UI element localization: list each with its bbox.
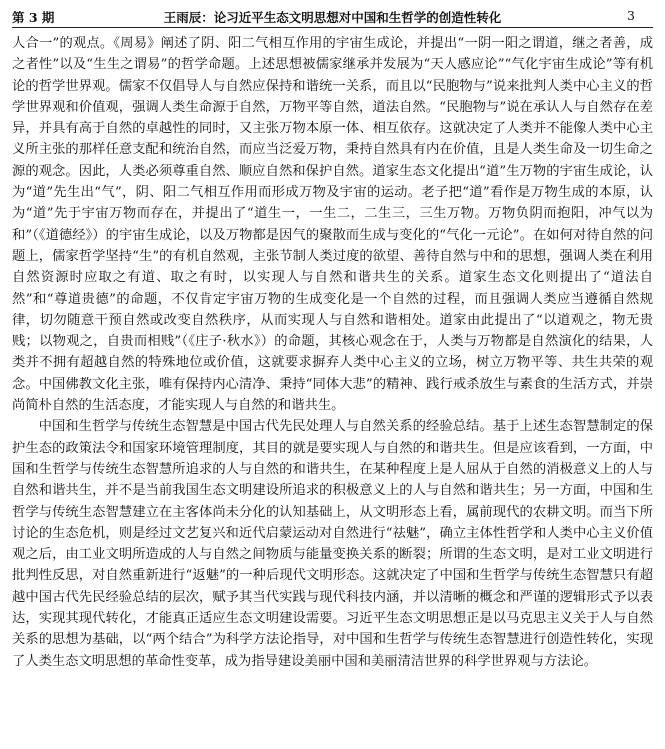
- article-body: [12, 33, 653, 672]
- paragraph: 中国和生哲学与传统生态智慧是中国古代先民处理人与自然关系的经验总结。基于上述生态智慧制定的保护生态的政策法令和国家环境管理制度，其目的就是要实现人与自然的和谐共生。但是应该看到，一方面，中国和生哲学与传统生态智慧所追求的人与自然的和谐共生，在某种程度上是人屈从于自然的消极意义上的人与自然和谐共生，并不是当前我国生态文明建设所追求的积极意义上的人与自然和谐共生；另一方面，中国和生哲学与传统生态智慧建立在主客体尚未分化的认知基础上，从文明形态上看，属前现代的农耕文明。而当下所讨论的生态危机，则是经过文艺复兴和近代启蒙运动对自然进行“祛魅”，确立主体性哲学和人类中心主义价值观之后，由工业文明所造成的人与自然之间物质与能量变换关系的断裂；所谓的生态文明，是对工业文明进行批判性反思，对自然重新进行“返魅”的一种后现代文明形态。这就决定了中国和生哲学与传统生态智慧只有超越中国古代先民经验总结的层次，赋予其当代实践与现代科技内涵，并以清晰的概念和严谨的逻辑形式予以表达，实现其现代转化，才能真正适应生态文明建设需要。习近平生态文明思想正是以马克思主义关于人与自然关系的思想为基础，以“两个结合”为科学方法论指导，对中国和生哲学与传统生态智慧进行创造性转化，实现了人类生态文明思想的革命性变革，成为指导建设美丽中国和美丽清洁世界的科学世界观与方法论。: [12, 419, 653, 669]
- running-header: [12, 6, 653, 28]
- header-rule: [12, 27, 653, 28]
- running-title: 王雨辰：论习近平生态文明思想对中国和生哲学的创造性转化: [163, 10, 502, 25]
- page-number: 3: [627, 8, 635, 23]
- issue-label: 第 3 期: [12, 10, 55, 25]
- paragraph-continued: 人合一”的观点。《周易》阐述了阴、阳二气相互作用的宇宙生成论，并提出“一阴一阳之谓道，继之者善，成之者性”以及“生生之谓易”的哲学命题。上述思想被儒家继承并发展为“天人感应论”“气化宇宙生成论”等有机论的哲学世界观。儒家不仅倡导人与自然应保持和谐统一关系，而且以“民胞物与”说来批判人类中心主义的哲学世界观和价值观，强调人类生命源于自然，万物平等自然，道法自然。“民胞物与”说在承认人与自然存在差异，并具有高于自然的卓越性的同时，又主张万物本原一体、相互依存。这就决定了人类并不能像人类中心主义所主张的那样任意支配和统治自然，而应当泛爱万物，秉持自然具有内在价值，且是人类生命及一切生命之源的观念。因此，人类必须尊重自然、顺应自然和保护自然。道家生态文化提出“道”生万物的宇宙生成论，认为“道”先生出“气”，阴、阳二气相互作用而形成万物及宇宙的运动。老子把“道”看作是万物生成的本原，认为“道”先于宇宙万物而存在，并提出了“道生一，一生二，二生三，三生万物。万物负阴而抱阳，冲气以为和”（《道德经》）的宇宙生成论，以及万物都是因气的聚散而生成与变化的“气化一元论”。在如何对待自然的问题上，儒家哲学坚持“生”的有机自然观，主张节制人类过度的欲望、善待自然与中和的思想，强调人类在利用自然资源时应取之有道、取之有时，以实现人与自然和谐共生的关系。道家生态文化则提出了“道法自然”和“尊道贵德”的命题，不仅肯定宇宙万物的生成变化是一个自然的过程，而且强调人类应当遵循自然规律，切勿随意干预自然或改变自然秩序，从而实现人与自然和谐相处。道家由此提出了“以道观之，物无贵贱；以物观之，自贵而相贱”（《庄子·秋水》）的命题，其核心观念在于，人类与万物都是自然演化的结果，人类并不拥有超越自然的特殊地位或价值，这就要求摒弃人类中心主义的立场，树立万物平等、共生共荣的观念。中国佛教文化主张，唯有保持内心清净、秉持“同体大悲”的精神、践行戒杀放生与素食的生活方式，并崇尚简朴自然的生活态度，才能实现人与自然的和谐共生。: [12, 36, 653, 414]
